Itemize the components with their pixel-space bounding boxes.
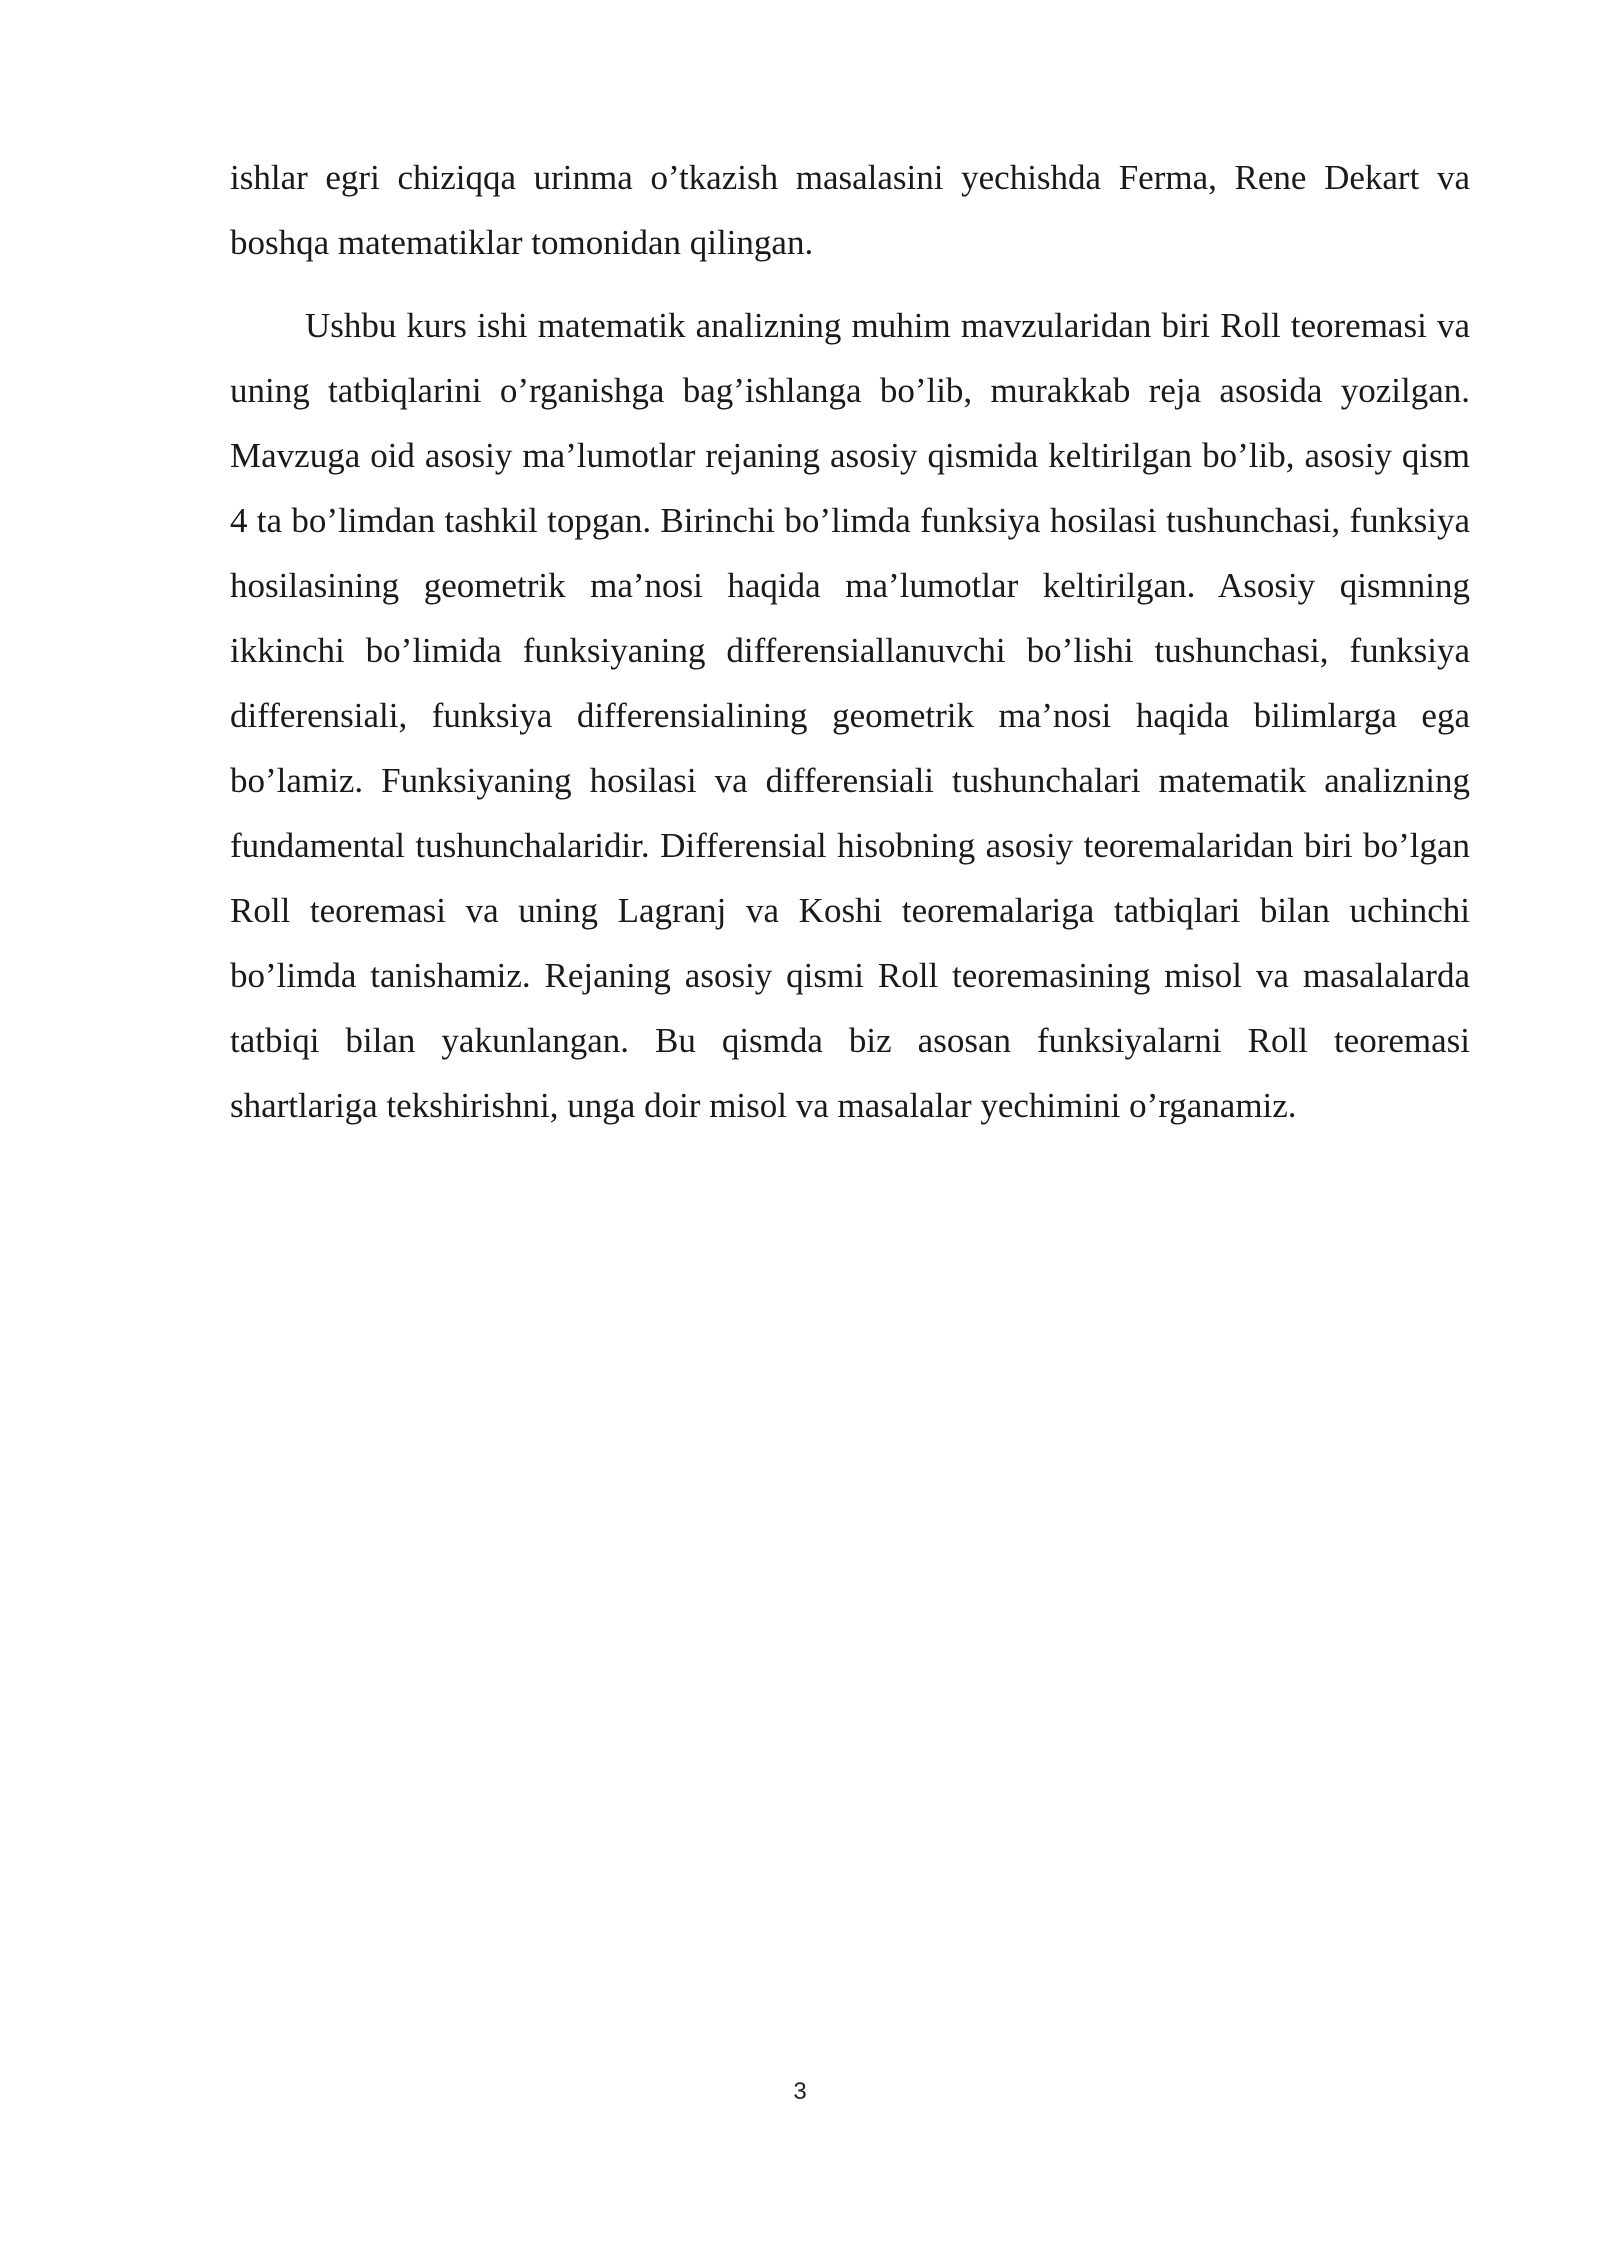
paragraph-course-overview: Ushbu kurs ishi matematik analizning muhim mavzularidan biri Roll teoremasi va uning tatbiqlarini o’rganishga bag’ishlanga bo’lib, murakkab reja asosida yozilgan. Mavzuga oid asosiy ma’lumotlar rejaning asosiy qismida keltirilgan bo’lib, asosiy qism 4 ta bo’limdan tashkil topgan. Birinchi bo’limda funksiya hosilasi tushunchasi, funksiya hosilasining geometrik ma’nosi haqida ma’lumotlar keltirilgan. Asosiy qismning ikkinchi bo’limida funksiyaning differensiallanuvchi bo’lishi tushunchasi, funksiya differensiali, funksiya differensialining geometrik ma’nosi haqida bilimlarga ega bo’lamiz. Funksiyaning hosilasi va differensiali tushunchalari matematik analizning fundamental tushunchalaridir. Differensial hisobning asosiy teoremalaridan biri bo’lgan Roll teoremasi va uning Lagranj va Koshi teoremalariga tatbiqlari bilan uchinchi bo’limda tanishamiz. Rejaning asosiy qismi Roll teoremasining misol va masalalarda tatbiqi bilan yakunlangan. Bu qismda biz asosan funksiyalarni Roll teoremasi shartlariga tekshirishni, unga doir misol va masalalar yechimini o’rganamiz.	[230, 306, 1470, 1125]
body-text	[230, 145, 1470, 1138]
page-number: 3	[793, 2078, 807, 2105]
paragraph-continuation: ishlar egri chiziqqa urinma o’tkazish masalasini yechishda Ferma, Rene Dekart va boshqa matematiklar tomonidan qilingan.	[230, 158, 1470, 262]
